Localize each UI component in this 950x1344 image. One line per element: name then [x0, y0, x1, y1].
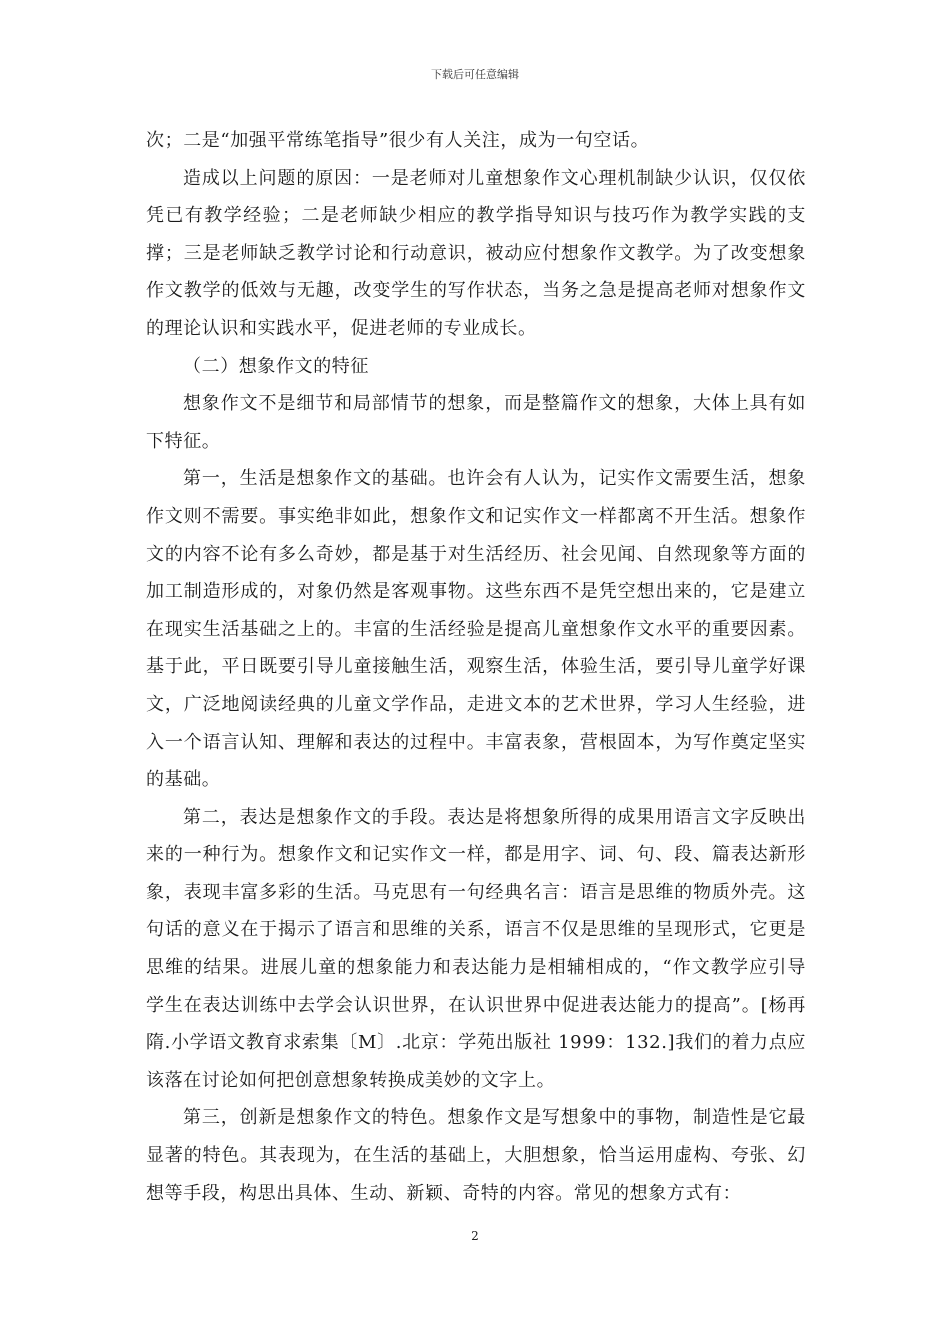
- paragraph-causes: 造成以上问题的原因：一是老师对儿童想象作文心理机制缺少认识，仅仅依凭已有教学经验；二是老师缺少相应的教学指导知识与技巧作为教学实践的支撑；三是老师缺乏教学讨论和行动意识，被动应付想象作文教学。为了改变想象作文教学的低效与无趣，改变学生的写作状态，当务之急是提高老师对想象作文的理论认识和实践水平，促进老师的专业成长。: [146, 167, 806, 339]
- document-body: [146, 122, 806, 1212]
- paragraph-intro: 想象作文不是细节和局部情节的想象，而是整篇作文的想象，大体上具有如下特征。: [146, 393, 806, 452]
- paragraph-third-feature: 第三，创新是想象作文的特色。想象作文是写想象中的事物，制造性是它最显著的特色。其表现为，在生活的基础上，大胆想象，恰当运用虚构、夸张、幻想等手段，构思出具体、生动、新颖、奇特的内容。常见的想象方式有：: [146, 1107, 806, 1204]
- page-header: 下载后可任意编辑: [431, 68, 519, 81]
- paragraph-second-feature: 第二，表达是想象作文的手段。表达是将想象所得的成果用语言文字反映出来的一种行为。想象作文和记实作文一样，都是用字、词、句、段、篇表达新形象，表现丰富多彩的生活。马克思有一句经典名言：语言是思维的物质外壳。这句话的意义在于揭示了语言和思维的关系，语言不仅是思维的呈现形式，它更是思维的结果。进展儿童的想象能力和表达能力是相辅相成的，“作文教学应引导学生在表达训练中去学会认识世界，在认识世界中促进表达能力的提高”。[杨再隋.小学语文教育求索集〔M〕.北京：学苑出版社 1999：132.]我们的着力点应该落在讨论如何把创意想象转换成美妙的文字上。: [146, 806, 806, 1091]
- paragraph-first-feature: 第一，生活是想象作文的基础。也许会有人认为，记实作文需要生活，想象作文则不需要。事实绝非如此，想象作文和记实作文一样都离不开生活。想象作文的内容不论有多么奇妙，都是基于对生活经历、社会见闻、自然现象等方面的加工制造形成的，对象仍然是客观事物。这些东西不是凭空想出来的，它是建立在现实生活基础之上的。丰富的生活经验是提高儿童想象作文水平的重要因素。基于此，平日既要引导儿童接触生活，观察生活，体验生活，要引导儿童学好课文，广泛地阅读经典的儿童文学作品，走进文本的艺术世界，学习人生经验，进入一个语言认知、理解和表达的过程中。丰富表象，营根固本，为写作奠定坚实的基础。: [146, 468, 806, 791]
- paragraph-continuation: 次；二是“加强平常练笔指导”很少有人关注，成为一句空话。: [146, 130, 650, 151]
- section-heading: （二）想象作文的特征: [183, 355, 369, 377]
- page-number: 2: [471, 1229, 479, 1243]
